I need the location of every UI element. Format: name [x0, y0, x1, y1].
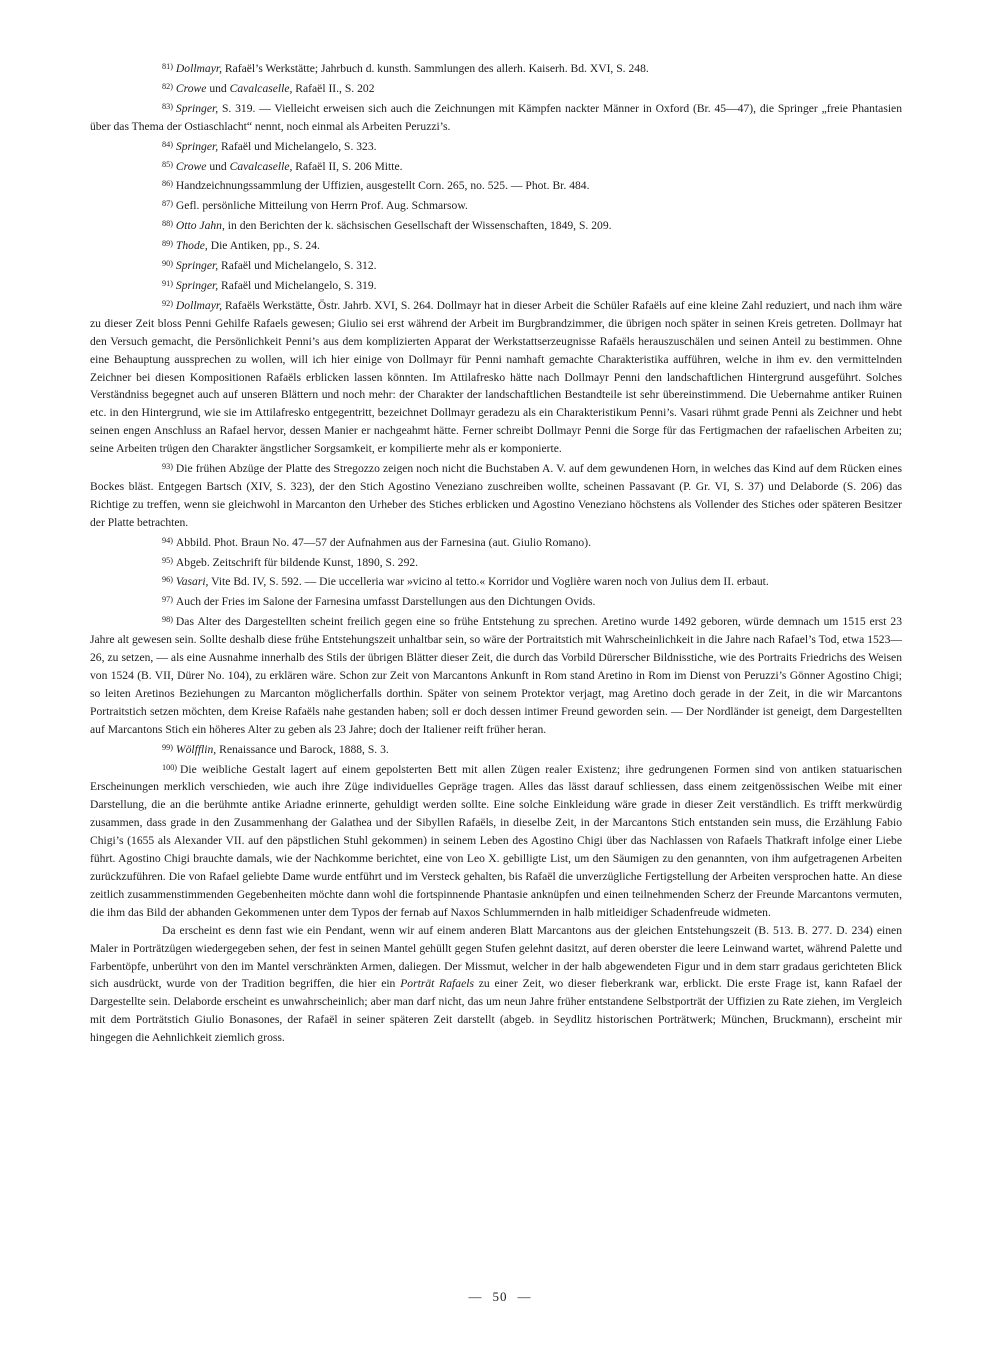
footnote-author: Springer,	[175, 139, 219, 153]
footnote	[90, 552, 902, 572]
footnote	[90, 611, 902, 738]
footnote-text: Rafaël und Michelangelo, S. 319.	[218, 278, 377, 292]
footnote	[90, 571, 902, 591]
footnote	[90, 215, 902, 235]
footnote-text: Auch der Fries im Salone der Farnesina umfasst Darstellungen aus den Dichtungen Ovids.	[175, 595, 596, 609]
footnote-number: 81)	[162, 62, 173, 71]
footnote-text: in den Berichten der k. sächsischen Gesellschaft der Wissenschaften, 1849, S. 209.	[224, 219, 612, 233]
footnote-number: 92)	[162, 298, 173, 308]
footnote	[90, 175, 902, 195]
page-number-dash-left: —	[468, 1289, 483, 1304]
footnote-author: Cavalcaselle,	[229, 81, 293, 95]
footnote-author: Springer,	[175, 259, 219, 273]
footnote-text: Das Alter des Dargestellten scheint freilich gegen eine so frühe Entstehung zu sprechen. Aretino wurde 1492 geboren, würde demnach um 1515 erst 23 Jahre alt gewesen sein. Sollte deshalb diese frühe Entstehungszeit unhaltbar sein, so wäre der Portraitstich mit Wahrscheinlichkeit in die Jahre nach Rafael’s Tod, etwa 1523—26, zu setzen, — als eine Ausnahme innerhalb des Stils der übrigen Blätter dieser Zeit, die durch das Vorbild Dürerscher Bildnisstiche, wie des Portraits Friedrichs des Weisen von 1524 (B. VII, Dürer No. 104), zu erklären wäre. Schon zur Zeit von Marcantons Ankunft in Rom stand Aretino in Rom im Dienst von Peruzzi’s Gönner Agostino Chigi; so leiten Aretinos Beziehungen zu Marcanton möglicherfalls dorthin. Später von seinem Protektor verjagt, mag Aretino doch gerade in der Zeit, in die wir Marcantons Portraitstich setzen möchten, dem Kreise Rafaëls nahe gestanden haben; soll er doch dessen intimer Freund geworden sein. — Der Nordländer ist geneigt, dem Dargestellten auf Marcantons Stich ein höheres Alter zu geben als 23 Jahre; doch der Italiener reift früher heran.	[90, 615, 902, 736]
paragraph-text: Da erscheint es denn fast wie ein Pendant, wenn wir auf einem anderen Blatt Marcantons aus der gleichen Entstehungszeit (B. 513. B. 277. D. 234) einen Maler in Porträtzügen wiedergegeben sehen, der fest in seinen Mantel gehüllt gegen Stufen gelehnt dasitzt, auf deren oberster die leere Leinwand wartet, während Palette und Farbentöpfe, unberührt von den im Mantel verschränkten Armen, daliegen. Der Missmut, welcher in der halb abgewendeten Figur und in dem starr gradaus gerichteten Blick sich ausdrückt, wurde von der Tradition begriffen, die hier ein	[90, 923, 902, 991]
footnote	[90, 156, 902, 176]
footnote-number: 93)	[162, 462, 173, 472]
footnote-number: 87)	[162, 199, 173, 209]
footnote-author: Dollmayr,	[175, 62, 222, 75]
footnote-number: 85)	[162, 159, 173, 169]
footnote	[90, 136, 902, 156]
footnote-text: Rafaël und Michelangelo, S. 312.	[218, 259, 377, 273]
footnote-number: 89)	[162, 239, 173, 249]
footnote-author: Crowe	[175, 81, 207, 95]
footnote-text: und	[206, 159, 230, 173]
footnote-text: Rafaëls Werkstätte, Östr. Jahrb. XVI, S. 264. Dollmayr hat in dieser Arbeit die Schüler Rafaëls auf eine kleine Zahl reduziert, und nach ihm wäre zu dieser Zeit bloss Penni Gehilfe Rafaels gewesen; Giulio sei erst während der Arbeit im Burgbrandzimmer, die übrigen noch später in seinen Kreis getreten. Dollmayr hat den Versuch gemacht, die Persönlichkeit Penni’s aus dem komplizierten Apparat der Werkstattserzeugnisse Rafaëls herauszuschälen und seinen Anteil zu bestimmen. Ohne eine Behauptung aussprechen zu wollen, will ich hier einige von Dollmayr für Penni namhaft gemachte Charakteristika aufführen, welche in ihm ev. den vermittelnden Zeichner bei diesen Kompositionen Rafaëls erblicken lassen könnten. Im Attilafresko hätte nach Dollmayr Penni den landschaftlichen Hintergrund ausgeführt. Solches Verständniss begegnet auch auf unseren Blättern und noch mehr: der Charakter der landschaftlichen Bestandteile ist sehr übereinstimmend. Die Uebernahme antiker Ruinen etc. in den Hintergrund, wie sie im Attilafresko entgegentritt, bezeichnet Dollmayr geradezu als ein Charakteristikum Penni’s. Vasari rühmt grade Penni als Zeichner und hebt seinen engen Anschluss an Rafael hervor, dessen Manier er nachgeahmt hätte. Ferner schreibt Dollmayr Penni die Sorge für das Fertigmachen der rafaelischen Arbeiten zu; seine Arbeiten trügen den Charakter ängstlicher Sorgsamkeit, er kompilierte mehr als er komponierte.	[90, 298, 902, 456]
footnote-number: 91)	[162, 278, 173, 288]
footnote-number: 94)	[162, 535, 173, 545]
footnote-number: 96)	[162, 575, 173, 585]
footnote-number: 90)	[162, 259, 173, 269]
footnote-author: Springer,	[175, 278, 219, 292]
footnote-author: Springer,	[175, 101, 219, 115]
footnote	[90, 275, 902, 295]
continuation-paragraph	[90, 922, 902, 1047]
footnote-number: 86)	[162, 179, 173, 189]
footnote-number: 98)	[162, 615, 173, 625]
footnote	[90, 532, 902, 552]
footnote	[90, 295, 902, 458]
footnote-number: 100)	[162, 762, 178, 772]
footnote-text: und	[206, 81, 230, 95]
footnote-number: 95)	[162, 555, 173, 565]
footnote-text: Vite Bd. IV, S. 592. — Die uccelleria war »vicino al tetto.« Korridor und Voglière waren noch von Julius dem II. erbaut.	[208, 575, 769, 589]
footnote	[90, 458, 902, 532]
footnote	[90, 255, 902, 275]
footnote-text: Handzeichnungssammlung der Uffizien, ausgestellt Corn. 265, no. 525. — Phot. Br. 484.	[175, 179, 590, 193]
page-number: 50	[492, 1289, 508, 1304]
footnote-number: 84)	[162, 139, 173, 149]
footnote-text: Die frühen Abzüge der Platte des Stregozzo zeigen noch nicht die Buchstaben A. V. auf dem gewundenen Horn, in welches das Kind auf dem Rücken eines Bockes bläst. Entgegen Bartsch (XIV, S. 323), der den Stich Agostino Veneziano zuschreiben wollte, scheinen Passavant (P. Gr. VI, S. 37) und Delaborde (S. 206) das Richtige zu treffen, wenn sie gleichwohl in Marcanton den Urheber des Stiches erblicken und Agostino Veneziano höchstens als Vollender des Stiches oder späteren Besitzer der Platte betrachten.	[90, 462, 902, 529]
page-number-footer	[0, 1288, 1000, 1306]
footnote-text: Gefl. persönliche Mitteilung von Herrn Prof. Aug. Schmarsow.	[175, 199, 468, 213]
footnote-text: Rafaël II., S. 202	[292, 81, 375, 95]
footnote-author: Vasari,	[175, 575, 209, 589]
footnote	[90, 58, 902, 78]
footnotes-block	[90, 58, 902, 1047]
footnote-text: Die Antiken, pp., S. 24.	[207, 239, 320, 253]
footnote-author: Otto Jahn,	[175, 219, 225, 233]
footnote-author: Wölfflin,	[175, 742, 217, 756]
footnote-author: Thode,	[175, 239, 208, 253]
footnote-number: 88)	[162, 219, 173, 229]
footnote	[90, 759, 902, 922]
page-number-dash-right: —	[517, 1289, 532, 1304]
footnote	[90, 235, 902, 255]
footnote	[90, 591, 902, 611]
footnote	[90, 78, 902, 98]
footnote-author: Crowe	[175, 159, 207, 173]
paragraph-text: zu einer Zeit, wo dieser fieberkrank war, erblickt. Die erste Frage ist, kann Rafael der Dargestellte sein. Delaborde erscheint es unwahrscheinlich; aber man darf nicht, das um neun Jahre früher entstandene Selbstporträt der Uffizien zu Rate ziehen, im Vergleich mit dem Porträtstich Giulio Bonasones, der Rafaël in seiner späteren Zeit darstellt (abgeb. in Seydlitz historischen Porträtwerk; München, Bruckmann), erscheint mir hingegen die Aehnlichkeit ziemlich gross.	[90, 977, 902, 1045]
footnote-text: Renaissance und Barock, 1888, S. 3.	[216, 742, 389, 756]
footnote	[90, 195, 902, 215]
footnote-text: Rafaël II, S. 206 Mitte.	[292, 159, 403, 173]
footnote-number: 83)	[162, 101, 173, 111]
footnote-text: S. 319. — Vielleicht erweisen sich auch die Zeichnungen mit Kämpfen nackter Männer in Oxford (Br. 45—47), die Springer „freie Phantasien über das Thema der Ostiaschlacht“ nennt, noch einmal als Arbeiten Peruzzi’s.	[90, 101, 902, 133]
footnote-number: 97)	[162, 595, 173, 605]
footnote	[90, 98, 902, 136]
footnote	[90, 739, 902, 759]
footnote-text: Rafaël und Michelangelo, S. 323.	[218, 139, 377, 153]
footnote-author: Cavalcaselle,	[229, 159, 293, 173]
paragraph-italic: Porträt Rafaels	[400, 977, 474, 991]
footnote-number: 99)	[162, 742, 173, 752]
footnote-text: Abgeb. Zeitschrift für bildende Kunst, 1890, S. 292.	[175, 555, 419, 569]
footnote-text: Die weibliche Gestalt lagert auf einem gepolsterten Bett mit allen Zügen realer Existenz; ihre gedrungenen Formen sind von antiken statuarischen Erscheinungen merklich verschieden, wie auch ihre Züge individuelles Gepräge tragen. Alles das lässt darauf schliessen, dass einem zeitgenössischen Weibe mit einer Darstellung, die an die berühmte antike Ariadne erinnerte, gehuldigt werden sollte. Eine solche Einkleidung wäre grade in dieser Zeit verständlich. Es trifft merkwürdig zusammen, dass grade in den Zusammenhang der Galathea und der Sibyllen Rafaëls, in dieselbe Zeit, in der Marcantons Stich entstanden sein muss, die Erzählung Fabio Chigi’s (1655 als Alexander VII. auf den päpstlichen Stuhl gekommen) in seinem Leben des Agostino Chigi über das Nachlassen von Rafaels Thatkraft infolge einer Liebe führt. Agostino Chigi brauchte damals, wie der Nachkomme berichtet, eine von Leo X. gebilligte List, um den Säumigen zu den genannten, von ihm aufgetragenen Arbeiten zurückzuführen. Die von Rafael geliebte Dame wurde entführt und im Versteck gehalten, bis Rafaël die unverzügliche Fertigstellung der Arbeiten versprochen hatte. An diese zeitlich zusammenstimmenden Gegebenheiten möchte dann wohl die fortspinnende Phantasie anknüpfen und einen teilnehmenden Scherz der Freunde Marcantons vermuten, die ihm das Bild der abhanden Gekommenen unter dem Typos der fernab auf Naxos Schlummernden in halb mitleidiger Schadenfreude widmeten.	[90, 762, 902, 919]
footnote-author: Dollmayr,	[175, 298, 222, 312]
footnote-number: 82)	[162, 81, 173, 91]
footnote-text: Abbild. Phot. Braun No. 47—57 der Aufnahmen aus der Farnesina (aut. Giulio Romano).	[175, 535, 591, 549]
footnote-text: Rafaël’s Werkstätte; Jahrbuch d. kunsth. Sammlungen des allerh. Kaiserh. Bd. XVI, S. 248.	[221, 62, 649, 75]
